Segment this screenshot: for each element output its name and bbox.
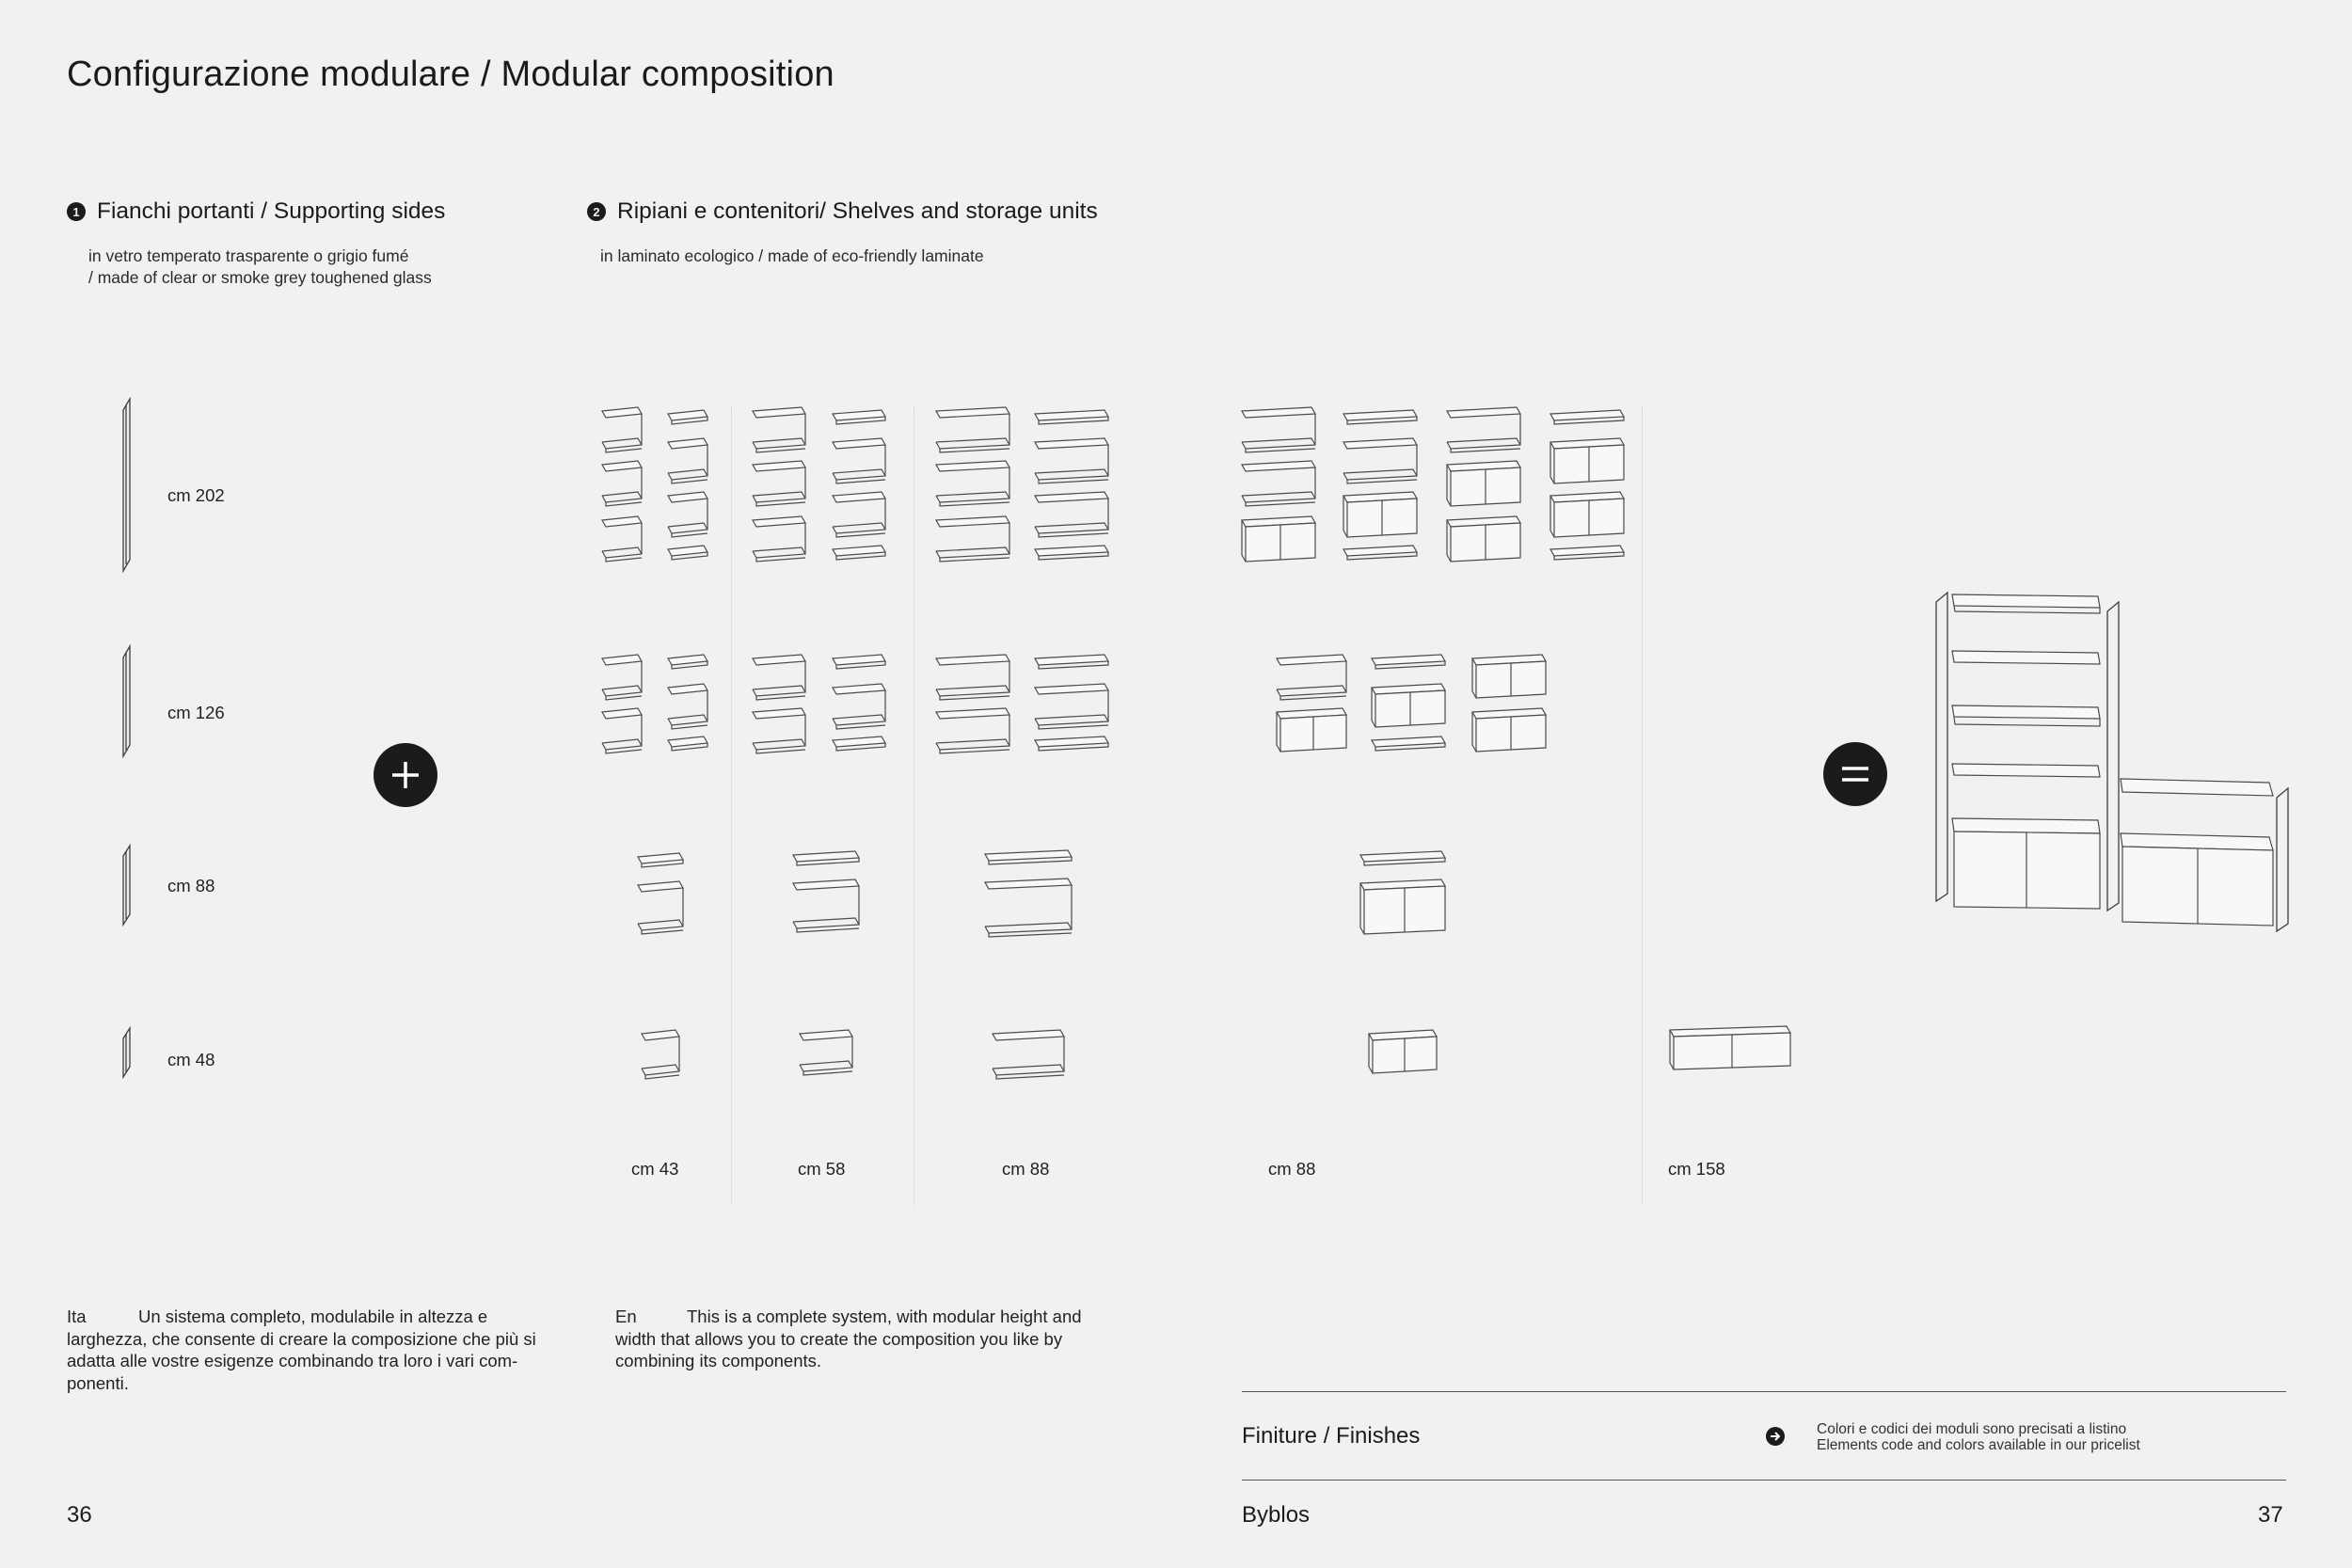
lang-tag: Ita: [67, 1307, 87, 1326]
page-number-right: 37: [2258, 1502, 2283, 1528]
open-unit-icon: [602, 461, 642, 471]
paragraph-line: ponenti.: [67, 1372, 129, 1393]
open-unit-icon: [833, 684, 885, 694]
open-unit-side: [668, 690, 707, 725]
shelf-icon: [1550, 410, 1624, 420]
height-label: cm 88: [167, 876, 215, 895]
open-unit-edge: [672, 533, 707, 537]
open-unit-icon: [800, 1030, 852, 1040]
open-unit-base: [833, 523, 885, 530]
open-unit-icon: [833, 492, 885, 502]
open-unit-edge: [756, 750, 805, 753]
open-unit-edge: [803, 1071, 852, 1075]
open-unit-edge: [672, 480, 707, 483]
open-unit-base: [638, 920, 683, 927]
open-unit-edge: [836, 480, 885, 483]
open-unit-icon: [993, 1030, 1064, 1040]
open-unit-side: [638, 888, 683, 930]
shelf-icon: [985, 850, 1072, 861]
open-unit-side: [1242, 414, 1315, 449]
open-unit-base: [668, 469, 707, 476]
divider: [1242, 1480, 2286, 1481]
open-unit-edge: [1246, 502, 1315, 506]
open-unit-icon: [985, 879, 1072, 889]
open-unit-side: [936, 467, 1009, 502]
open-unit-edge: [940, 750, 1009, 753]
open-unit-icon: [1035, 684, 1108, 694]
paragraph-line: This is a complete system, with modular height and: [687, 1307, 1082, 1326]
open-unit-base: [642, 1065, 679, 1071]
open-unit-side: [602, 661, 642, 696]
finishes-label: Finiture / Finishes: [1242, 1423, 1421, 1449]
open-unit-base: [753, 686, 805, 692]
open-unit-base: [936, 438, 1009, 445]
open-unit-icon: [753, 407, 805, 418]
open-unit-base: [602, 492, 642, 499]
height-label: cm 126: [167, 703, 225, 722]
open-unit-base: [1343, 469, 1417, 476]
open-unit-edge: [1246, 449, 1315, 452]
open-unit-side: [833, 690, 885, 725]
open-unit-side: [1447, 414, 1520, 449]
open-unit-icon: [793, 879, 859, 890]
open-unit-side: [833, 499, 885, 533]
open-unit-side: [642, 1037, 679, 1075]
open-unit-edge: [1280, 696, 1346, 700]
open-unit-base: [668, 715, 707, 721]
width-label: cm 88: [1002, 1159, 1050, 1179]
open-unit-edge: [797, 928, 859, 932]
open-unit-base: [1277, 686, 1346, 692]
open-unit-icon: [936, 461, 1009, 471]
open-unit-edge: [672, 725, 707, 729]
open-unit-side: [668, 445, 707, 480]
open-unit-base: [602, 438, 642, 445]
page-title: Configurazione modulare / Modular composition: [67, 55, 834, 94]
open-unit-icon: [668, 684, 707, 694]
height-label: cm 48: [167, 1050, 215, 1069]
open-unit-icon: [668, 438, 707, 449]
open-unit-base: [936, 686, 1009, 692]
open-unit-edge: [1039, 533, 1108, 537]
open-unit-base: [753, 739, 805, 746]
open-unit-edge: [940, 449, 1009, 452]
open-unit-icon: [936, 655, 1009, 665]
divider: [1242, 1391, 2286, 1392]
shelf-icon: [1550, 546, 1624, 556]
desc-line: in vetro temperato trasparente o grigio fumé: [88, 246, 409, 265]
shelf-icon: [638, 853, 683, 863]
shelf-icon: [668, 736, 707, 747]
open-unit-icon: [1035, 438, 1108, 449]
section-heading-text: Ripiani e contenitori/ Shelves and storage units: [617, 198, 1098, 224]
open-unit-side: [753, 661, 805, 696]
open-unit-base: [753, 547, 805, 554]
open-unit-edge: [645, 1075, 679, 1079]
open-unit-base: [1035, 469, 1108, 476]
open-unit-base: [833, 469, 885, 476]
shelf-icon: [1360, 851, 1445, 862]
open-unit-base: [753, 438, 805, 445]
section-number-badge: 1: [67, 202, 86, 221]
open-unit-icon: [642, 1030, 679, 1040]
open-unit-side: [668, 499, 707, 533]
open-unit-base: [668, 523, 707, 530]
open-unit-side: [602, 715, 642, 750]
width-label: cm 58: [798, 1159, 846, 1179]
open-unit-icon: [1242, 407, 1315, 418]
shelf-icon: [1343, 546, 1417, 556]
open-unit-edge: [606, 449, 642, 452]
open-unit-edge: [606, 558, 642, 562]
shelf-icon: [1372, 655, 1445, 665]
open-unit-side: [602, 414, 642, 449]
open-unit-side: [1277, 661, 1346, 696]
open-unit-base: [1447, 438, 1520, 445]
open-unit-side: [1035, 499, 1108, 533]
shelf-icon: [668, 410, 707, 420]
open-unit-edge: [940, 558, 1009, 562]
open-unit-side: [753, 715, 805, 750]
open-unit-edge: [606, 696, 642, 700]
open-unit-side: [793, 886, 859, 928]
open-unit-base: [833, 715, 885, 721]
open-unit-icon: [1242, 461, 1315, 471]
open-unit-edge: [836, 725, 885, 729]
open-unit-icon: [936, 407, 1009, 418]
shelf-icon: [1035, 655, 1108, 665]
width-label: cm 158: [1668, 1159, 1725, 1179]
paragraph-line: larghezza, che consente di creare la composizione che più si: [67, 1328, 536, 1349]
paragraph-line: Un sistema completo, modulabile in altezza e: [138, 1307, 488, 1326]
open-unit-side: [993, 1037, 1064, 1075]
shelf-icon: [833, 655, 885, 665]
open-unit-edge: [642, 930, 683, 934]
desc-line: in laminato ecologico / made of eco-friendly laminate: [600, 246, 984, 265]
paragraph-line: adatta alle vostre esigenze combinando tra loro i vari com-: [67, 1351, 518, 1370]
open-unit-base: [993, 1065, 1064, 1071]
open-unit-side: [1035, 690, 1108, 725]
open-unit-side: [753, 523, 805, 558]
open-unit-icon: [753, 461, 805, 471]
open-unit-base: [1242, 492, 1315, 499]
open-unit-edge: [989, 933, 1072, 937]
note-line: Colori e codici dei moduli sono precisati a listino: [1817, 1421, 2127, 1437]
shelf-icon: [1372, 736, 1445, 747]
shelf-icon: [1035, 736, 1108, 747]
open-unit-icon: [602, 516, 642, 527]
open-unit-side: [753, 467, 805, 502]
open-unit-icon: [1447, 407, 1520, 418]
description-italian: [67, 1306, 536, 1394]
open-unit-edge: [756, 502, 805, 506]
open-unit-base: [1242, 438, 1315, 445]
width-label: cm 43: [631, 1159, 679, 1179]
open-unit-side: [936, 715, 1009, 750]
open-unit-icon: [1343, 438, 1417, 449]
paragraph-line: width that allows you to create the composition you like by: [615, 1328, 1063, 1349]
open-unit-icon: [668, 492, 707, 502]
description-english: [615, 1306, 1082, 1372]
open-unit-edge: [1451, 449, 1520, 452]
open-unit-side: [602, 467, 642, 502]
open-unit-icon: [1035, 492, 1108, 502]
open-unit-edge: [756, 558, 805, 562]
width-label: cm 88: [1268, 1159, 1316, 1179]
finishes-note: [1817, 1421, 2140, 1453]
open-unit-edge: [1039, 480, 1108, 483]
open-unit-icon: [1277, 655, 1346, 665]
open-unit-base: [1035, 523, 1108, 530]
shelf-icon: [793, 851, 859, 862]
arrow-right-circle-icon: [1765, 1426, 1786, 1447]
open-unit-icon: [638, 881, 683, 892]
paragraph-line: combining its components.: [615, 1351, 822, 1370]
open-unit-side: [1343, 445, 1417, 480]
brand-name: Byblos: [1242, 1502, 1311, 1528]
desc-line: / made of clear or smoke grey toughened glass: [88, 268, 432, 287]
page-number-left: 36: [67, 1502, 92, 1528]
open-unit-side: [936, 661, 1009, 696]
shelf-icon: [1035, 546, 1108, 556]
shelf-icon: [833, 546, 885, 556]
open-unit-side: [800, 1037, 852, 1071]
open-unit-base: [936, 492, 1009, 499]
open-unit-icon: [602, 655, 642, 665]
open-unit-edge: [1039, 725, 1108, 729]
open-unit-side: [602, 523, 642, 558]
open-unit-edge: [756, 449, 805, 452]
open-unit-icon: [936, 708, 1009, 719]
open-unit-edge: [606, 750, 642, 753]
open-unit-edge: [1347, 480, 1417, 483]
open-unit-icon: [936, 516, 1009, 527]
open-unit-base: [602, 739, 642, 746]
open-unit-edge: [756, 696, 805, 700]
shelf-icon: [668, 546, 707, 556]
open-unit-icon: [753, 516, 805, 527]
open-unit-side: [936, 523, 1009, 558]
open-unit-edge: [940, 502, 1009, 506]
open-unit-edge: [836, 533, 885, 537]
open-unit-side: [753, 414, 805, 449]
shelf-icon: [1035, 410, 1108, 420]
open-unit-icon: [753, 708, 805, 719]
shelf-icon: [833, 410, 885, 420]
final-composition-illustration: [1919, 583, 2296, 941]
open-unit-base: [936, 547, 1009, 554]
open-unit-base: [793, 918, 859, 925]
shelf-icon: [668, 655, 707, 665]
open-unit-icon: [833, 438, 885, 449]
open-unit-side: [936, 414, 1009, 449]
lang-tag: En: [615, 1307, 637, 1326]
note-line: Elements code and colors available in our pricelist: [1817, 1437, 2140, 1453]
open-unit-base: [800, 1061, 852, 1068]
open-unit-edge: [940, 696, 1009, 700]
open-unit-icon: [602, 407, 642, 418]
open-unit-side: [833, 445, 885, 480]
open-unit-edge: [996, 1075, 1064, 1079]
open-unit-side: [1035, 445, 1108, 480]
open-unit-base: [602, 547, 642, 554]
open-unit-icon: [602, 708, 642, 719]
open-unit-base: [753, 492, 805, 499]
open-unit-edge: [606, 502, 642, 506]
section-heading-text: Fianchi portanti / Supporting sides: [97, 198, 446, 224]
open-unit-base: [985, 923, 1072, 929]
section-number-badge: 2: [587, 202, 606, 221]
height-label: cm 202: [167, 485, 225, 505]
open-unit-base: [936, 739, 1009, 746]
shelf-icon: [833, 736, 885, 747]
open-unit-base: [602, 686, 642, 692]
open-unit-base: [1035, 715, 1108, 721]
open-unit-side: [1242, 467, 1315, 502]
shelf-icon: [1343, 410, 1417, 420]
open-unit-icon: [753, 655, 805, 665]
